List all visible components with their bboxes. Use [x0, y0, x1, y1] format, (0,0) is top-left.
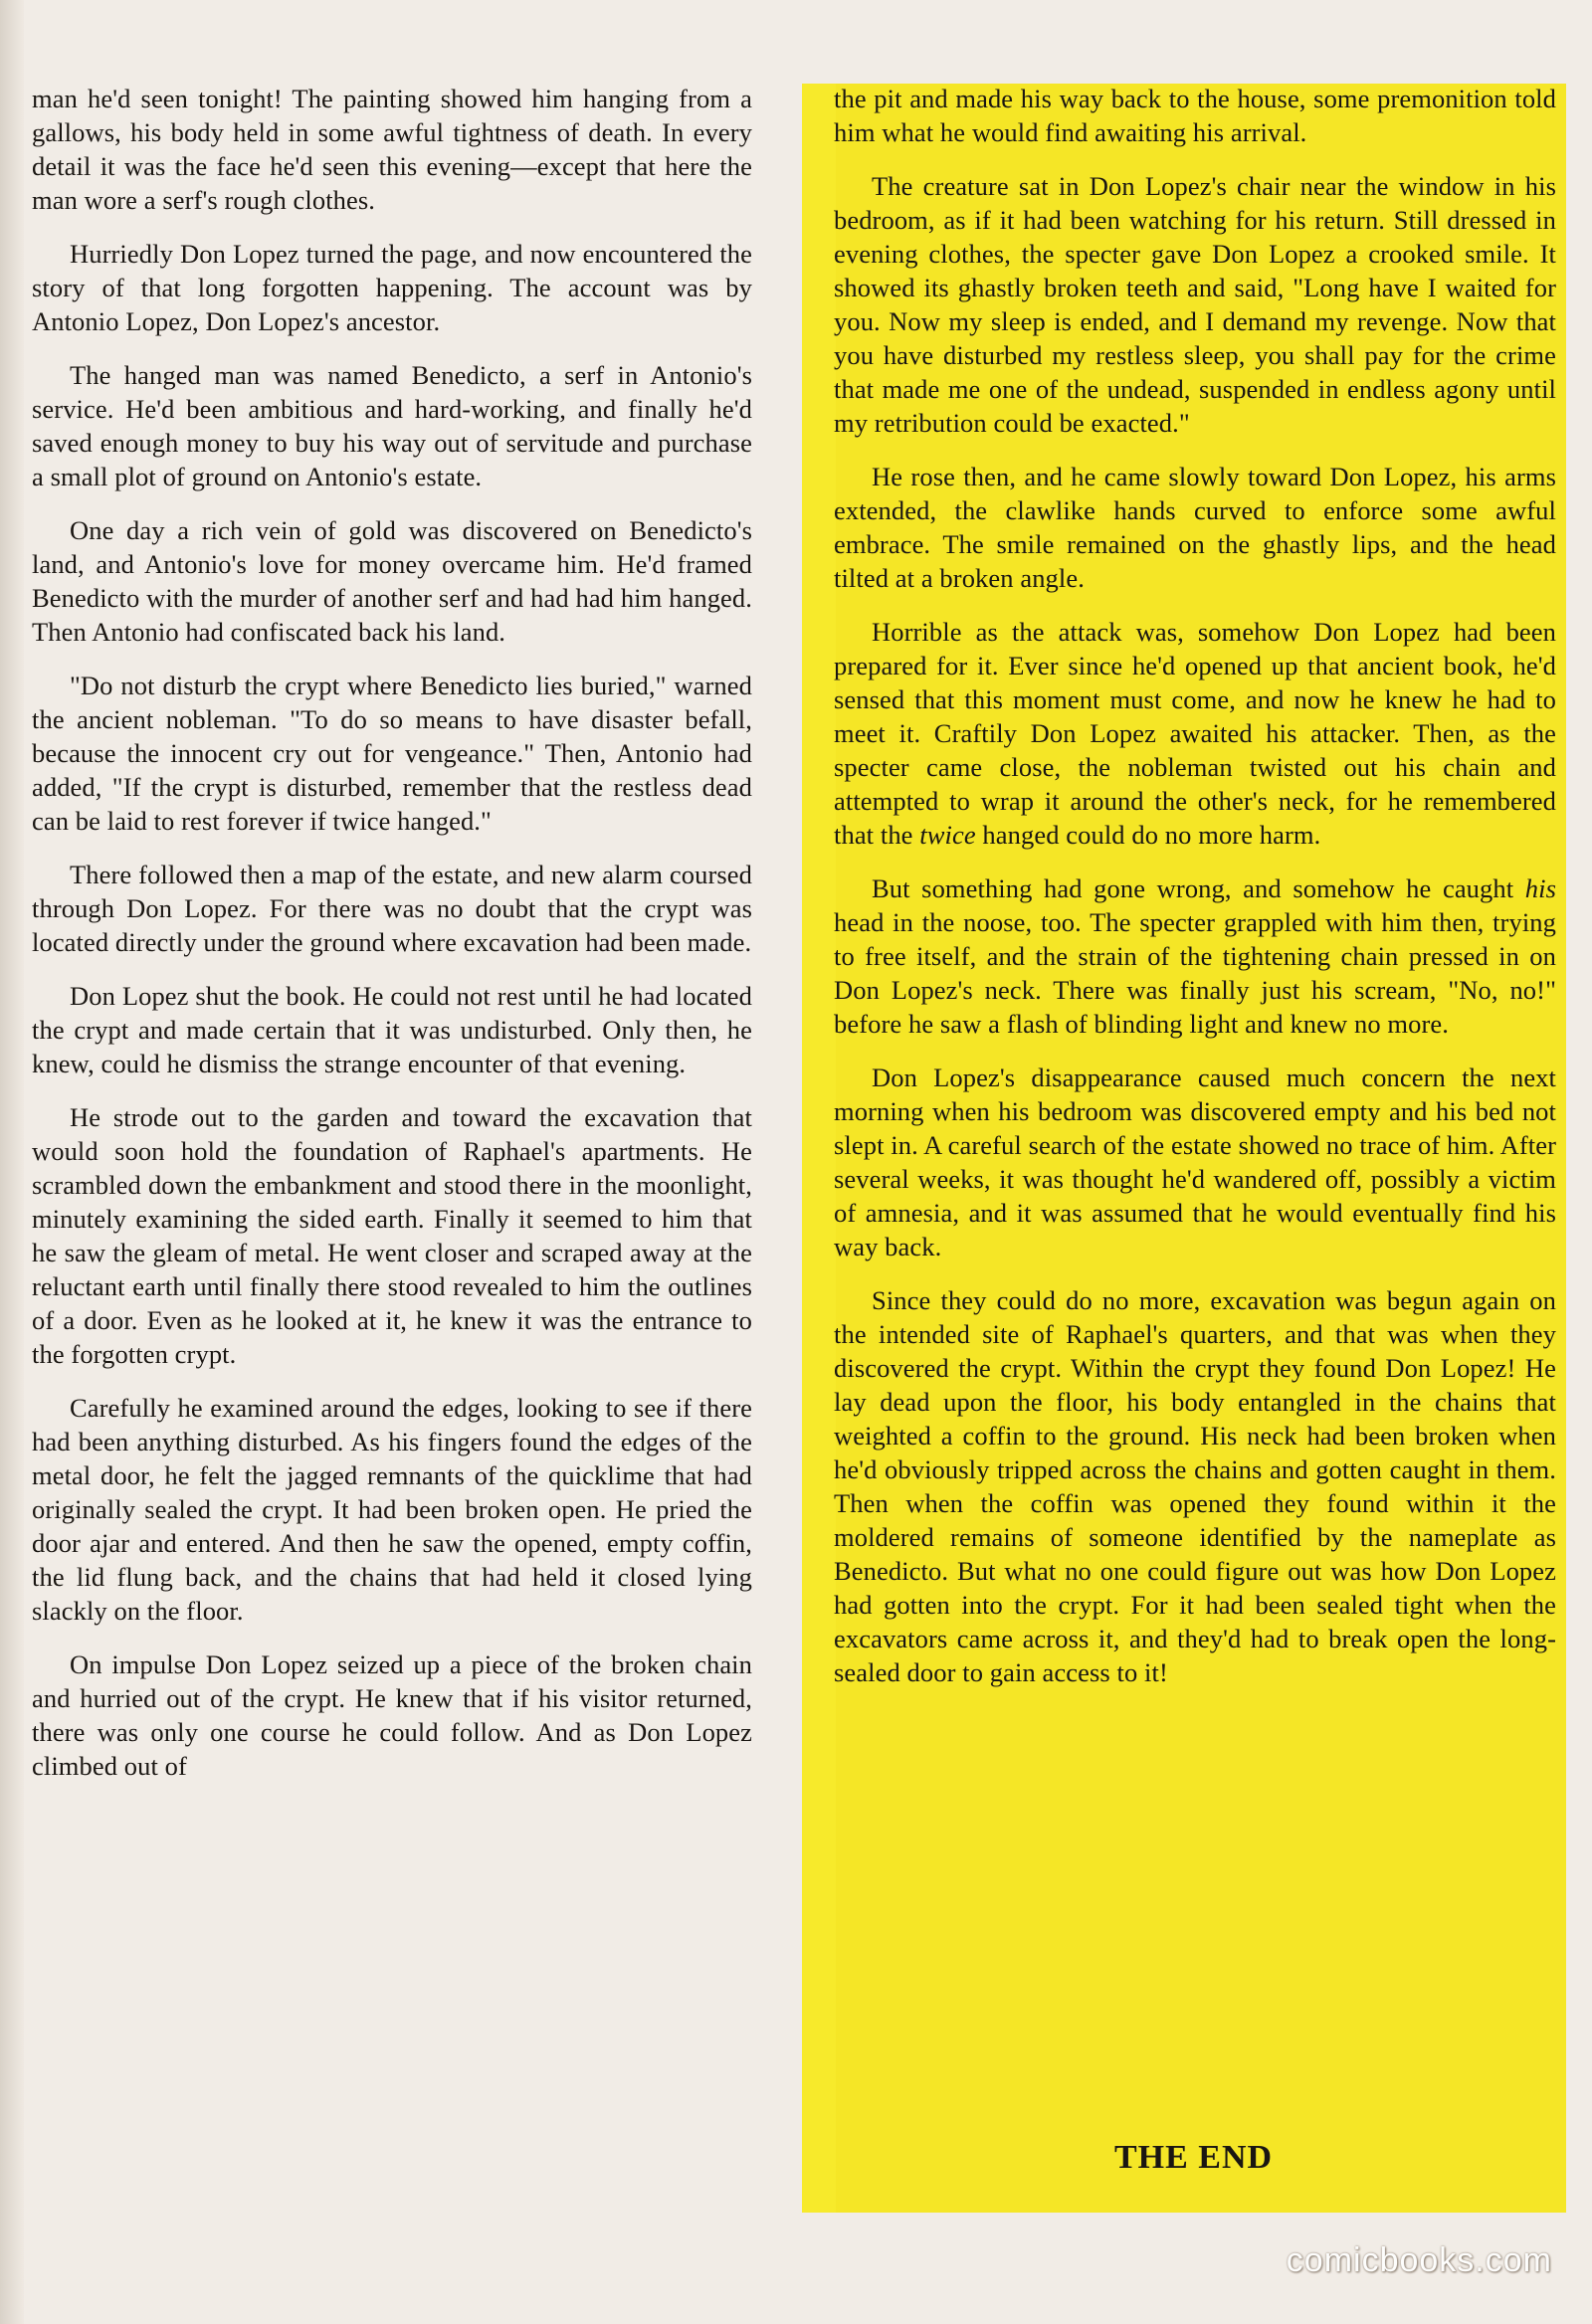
left-paragraph-10: On impulse Don Lopez seized up a piece of the broken chain and hurried out of the crypt. He knew that if his visitor returned, there was only one course he could follow. And as Don Lopez climbed out of — [32, 1649, 752, 1781]
left-paragraph-2: Hurriedly Don Lopez turned the page, and now encountered the story of that long forgotten happening. The account was by Antonio Lopez, Don Lopez's ancestor. — [32, 239, 752, 336]
right-paragraph-4-text-b: hanged could do no more harm. — [975, 820, 1321, 850]
the-end-label: THE END — [1114, 2139, 1274, 2176]
right-paragraph-6: Don Lopez's disappearance caused much concern the next morning when his bedroom was discovered empty and his bed not slept in. A careful search of the estate showed no trace of him. After several weeks, it was thought he'd wandered off, possibly a victim of amnesia, and it was assumed that he would eventually find his way back. — [834, 1063, 1556, 1261]
left-paragraph-3: The hanged man was named Benedicto, a serf in Antonio's service. He'd been ambitious and hard-working, and finally he'd saved enough money to buy his way out of servitude and purchase a small plot of ground on Antonio's estate. — [32, 360, 752, 491]
right-paragraph-1: the pit and made his way back to the house, some premonition told him what he would find awaiting his arrival. — [834, 84, 1556, 147]
left-paragraph-6: There followed then a map of the estate, and new alarm coursed through Don Lopez. For there was no doubt that the crypt was located directly under the ground where excavation had been made. — [32, 860, 752, 957]
left-text-column — [32, 82, 752, 1803]
right-paragraph-2: The creature sat in Don Lopez's chair near the window in his bedroom, as if it had been watching for his return. Still dressed in evening clothes, the specter gave Don Lopez a crooked smile. It showed its ghastly broken teeth and said, "Long have I waited for you. Now my sleep is ended, and I demand my revenge. Now that you have disturbed my restless sleep, you shall pay for the crime that made me one of the undead, suspended in endless agony until my retribution could be exacted." — [834, 171, 1556, 438]
site-watermark: comicbooks.com — [1286, 2241, 1552, 2279]
left-paragraph-5: "Do not disturb the crypt where Benedicto lies buried," warned the ancient nobleman. "To do so means to have disaster befall, because the innocent cry out for vengeance." Then, Antonio had added, "If the crypt is disturbed, remember that the restless dead can be laid to rest forever if twice hanged." — [32, 671, 752, 836]
left-paragraph-4: One day a rich vein of gold was discovered on Benedicto's land, and Antonio's love for money overcame him. He'd framed Benedicto with the murder of another serf and had had him hanged. Then Antonio had confiscated back his land. — [32, 515, 752, 647]
left-paragraph-1: man he'd seen tonight! The painting showed him hanging from a gallows, his body held in some awful tightness of death. In every detail it was the face he'd seen this evening—except that here the man wore a serf's rough clothes. — [32, 84, 752, 215]
right-paragraph-4-emphasis: twice — [919, 820, 976, 850]
page-left-edge — [0, 0, 24, 2324]
left-paragraph-7: Don Lopez shut the book. He could not rest until he had located the crypt and made certain that it was undisturbed. Only then, he knew, could he dismiss the strange encounter of that evening. — [32, 981, 752, 1078]
right-paragraph-5-text-a: But something had gone wrong, and somehow he caught — [872, 873, 1525, 903]
left-paragraph-8: He strode out to the garden and toward the excavation that would soon hold the foundation of Raphael's apartments. He scrambled down the embankment and stood there in the moonlight, minutely examining the sided earth. Finally it seemed to him that he saw the gleam of metal. He went closer and scraped away at the reluctant earth until finally there stood revealed to him the outlines of a door. Even as he looked at it, he knew it was the entrance to the forgotten crypt. — [32, 1102, 752, 1369]
right-paragraph-3: He rose then, and he came slowly toward Don Lopez, his arms extended, the clawlike hands curved to enforce some awful embrace. The smile remained on the ghastly lips, and the head tilted at a broken angle. — [834, 462, 1556, 593]
right-paragraph-4-text-a: Horrible as the attack was, somehow Don Lopez had been prepared for it. Ever since he'd opened up that ancient book, he'd sensed that this moment must come, and now he knew he had to meet it. Craftily Don Lopez awaited his attacker. Then, as the specter came close, the nobleman twisted out his chain and attempted to wrap it around the other's neck, for he remembered that the — [834, 617, 1556, 850]
right-paragraph-5 — [834, 872, 1556, 1041]
right-paragraph-7: Since they could do no more, excavation was begun again on the intended site of Raphael's quarters, and that was when they discovered the crypt. Within the crypt they found Don Lopez! He lay dead upon the floor, his body entangled in the chains that weighted a coffin to the ground. His neck had been broken when he'd obviously tripped across the chains and gotten caught in them. Then when the coffin was opened they found within it the moldered remains of someone identified by the nameplate as Benedicto. But what no one could figure out was how Don Lopez had gotten into the crypt. For it had been sealed tight when the excavators came across it, and they'd had to break open the long-sealed door to gain access to it! — [834, 1285, 1556, 1687]
right-paragraph-5-emphasis: his — [1524, 873, 1556, 903]
left-paragraph-9: Carefully he examined around the edges, looking to see if there had been anything disturbed. As his fingers found the edges of the metal door, he felt the jagged remnants of the quicklime that had originally sealed the crypt. It had been broken open. He pried the door ajar and entered. And then he saw the opened, empty coffin, the lid flung back, and the chains that had held it closed lying slackly on the floor. — [32, 1393, 752, 1626]
right-paragraph-4 — [834, 615, 1556, 852]
right-paragraph-5-text-b: head in the noose, too. The specter grappled with him then, trying to free itself, and the strain of the tightening chain pressed in on Don Lopez's neck. There was finally just his scream, "No, no!" before he saw a flash of blinding light and knew no more. — [834, 907, 1556, 1039]
right-text-column — [834, 82, 1556, 1709]
